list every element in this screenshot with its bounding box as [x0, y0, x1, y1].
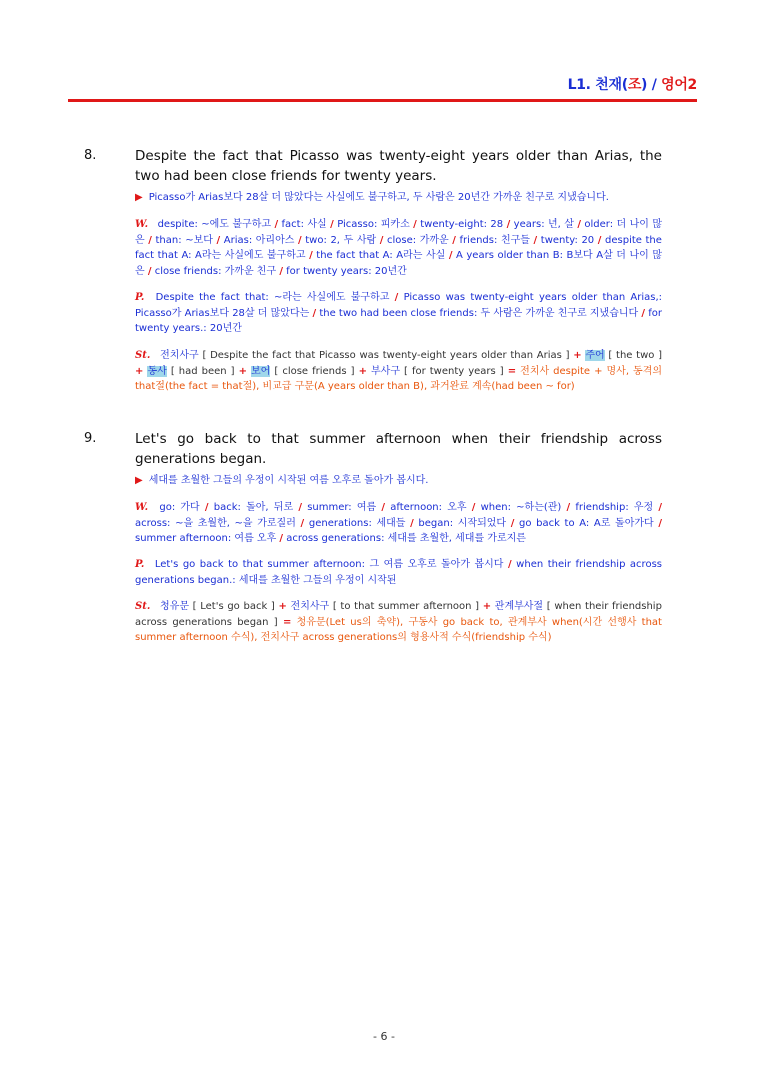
word-item: than: ~보다	[155, 234, 213, 246]
st-label: 부사구	[371, 365, 400, 377]
header-course: L1. 천재(	[567, 77, 628, 93]
word-item: across generations: 세대를 초월한, 세대를 가로지른	[286, 533, 526, 544]
st-label: 보어	[251, 365, 271, 377]
word-item: summer: 여름	[307, 502, 377, 513]
word-item: close friends: 가까운 친구	[154, 265, 277, 277]
st-chunk: [ close friends ]	[274, 365, 355, 377]
page-number: - 6 -	[373, 1030, 395, 1043]
question-sentence: Let's go back to that summer afternoon when their friendship across generations began.	[135, 431, 662, 467]
translation-text: Picasso가 Arias보다 28살 더 많았다는 사실에도 불구하고, 두 사람은 20년간 가까운 친구로 지냈습니다.	[148, 192, 609, 203]
word-item: when: ~하는(관)	[480, 502, 562, 513]
phrase-item: Despite the fact that: ~라는 사실에도 불구하고	[155, 292, 390, 303]
word-item: two: 2, 두 사람	[305, 234, 377, 246]
word-item: friends: 친구들	[459, 234, 530, 246]
word-item: years: 년, 살	[513, 219, 574, 230]
st-chunk: [ when their friendship across generations began ]	[135, 601, 662, 628]
question-number: 9.	[84, 431, 97, 446]
word-item: go: 가다	[159, 502, 200, 513]
word-item: back: 돌아, 뒤로	[213, 502, 294, 513]
triangle-bullet-icon: ▶	[135, 192, 143, 203]
phrases-tag: P.	[135, 292, 145, 303]
question-sentence: Despite the fact that Picasso was twenty-eight years older than Arias, the two had been close friends for twenty years.	[135, 148, 662, 184]
structure-tag: St.	[135, 350, 151, 361]
st-explanation: 청유문(Let us의 축약), 구동사 go back to, 관계부사 when(시간 선행사 that summer afternoon 수식), 전치사구 across generations의 형용사적 수식(friendship 수식)	[135, 616, 662, 643]
word-item: older: 더 나이 많은	[135, 219, 662, 246]
header-author: 조	[627, 77, 642, 93]
st-label: 청유문	[160, 601, 189, 612]
translation-text: 세대를 초월한 그들의 우정이 시작된 여름 오후로 돌아가 봅시다.	[148, 475, 429, 486]
st-label: 주어	[585, 350, 605, 361]
st-chunk: [ for twenty years ]	[404, 365, 504, 377]
header-subject: 영어2	[661, 77, 697, 93]
header-sep: ) /	[641, 77, 662, 93]
translation	[135, 190, 662, 206]
st-chunk: [ Despite the fact that Picasso was twenty-eight years older than Arias ]	[202, 350, 570, 361]
word-item: summer afternoon: 여름 오후	[135, 533, 277, 544]
word-item: close: 가까운	[386, 234, 449, 246]
phrase-item: Picasso was twenty-eight years older than Arias,: Picasso가 Arias보다 28살 더 많았다는	[135, 292, 663, 319]
triangle-bullet-icon: ▶	[135, 475, 143, 486]
phrases-tag: P.	[135, 559, 145, 570]
word-item: A years older than B: B보다 A살 더 나이 많은	[135, 250, 662, 277]
word-list: W. go: 가다 / back: 돌아, 뒤로 / summer: 여름 / afternoon: 오후 / when: ~하는(관) / friendship: 우정 / across: ~을 초월한, ~을 가로질러 / generations: 세대들 / began: 시작되었다 / go back to A: A로 돌아가다 / summer afternoon: 여름 오후 / across generations: 세대를 초월한, 세대를 가로지른	[135, 502, 663, 544]
st-chunk: [ Let's go back ]	[192, 601, 275, 612]
words-tag: W.	[135, 502, 149, 513]
st-label: 전치사구	[290, 601, 330, 612]
structure-analysis: St. 전치사구 [ Despite the fact that Picasso was twenty-eight years older than Arias ] + 주어 [ the two ] + 동사 [ had been ] + 보어 [ close friends ] + 부사구 [ for twenty years ] = 전치사 despite + 명사, 동격의 that절(the fact = that절), 비교급 구문(A years older than B), 과거완료 계속(had been ~ for)	[135, 350, 663, 392]
phrase-item: for twenty years.: 20년간	[135, 307, 662, 334]
word-item: Picasso: 피카소	[337, 219, 410, 230]
st-explanation: 전치사 despite + 명사, 동격의 that절(the fact = that절), 비교급 구문(A years older than B), 과거완료 계속(had been ~ for)	[135, 365, 663, 392]
st-label: 관계부사절	[494, 601, 544, 612]
st-label: 동사	[147, 365, 167, 377]
structure-analysis: St. 청유문 [ Let's go back ] + 전치사구 [ to that summer afternoon ] + 관계부사절 [ when their friendship across generations began ] = 청유문(Let us의 축약), 구동사 go back to, 관계부사 when(시간 선행사 that summer afternoon 수식), 전치사구 across generations의 형용사적 수식(friendship 수식)	[135, 601, 662, 643]
word-item: despite: ~에도 불구하고	[157, 219, 272, 230]
word-item: the fact that A: A라는 사실	[316, 250, 446, 261]
word-item: Arias: 아리아스	[223, 234, 295, 246]
document-header	[560, 74, 697, 94]
st-chunk: [ to that summer afternoon ]	[332, 601, 480, 612]
word-item: twenty-eight: 28	[420, 219, 504, 230]
st-chunk: [ the two ]	[608, 350, 663, 361]
word-item: go back to A: A로 돌아가다	[519, 517, 654, 529]
phrase-item: Let's go back to that summer afternoon: 그 여름 오후로 돌아가 봅시다	[154, 559, 504, 570]
word-item: across: ~을 초월한, ~을 가로질러	[135, 517, 296, 529]
st-label: 전치사구	[160, 350, 199, 361]
word-item: friendship: 우정	[575, 502, 654, 513]
phrase-item: when their friendship across generations began.: 세대를 초월한 그들의 우정이 시작된	[135, 559, 662, 586]
word-item: afternoon: 오후	[390, 502, 467, 513]
word-item: despite the fact that A: A라는 사실에도 불구하고	[135, 234, 662, 261]
header-divider	[68, 99, 697, 102]
word-item: twenty: 20	[540, 234, 595, 246]
translation	[135, 473, 662, 489]
phrase-list: P. Despite the fact that: ~라는 사실에도 불구하고 / Picasso was twenty-eight years older than Arias,: Picasso가 Arias보다 28살 더 많았다는 / the two had been close friends: 두 사람은 가까운 친구로 지냈습니다 / for twenty years.: 20년간	[135, 292, 663, 334]
word-item: began: 시작되었다	[418, 517, 507, 529]
question-number: 8.	[84, 148, 97, 163]
st-chunk: [ had been ]	[170, 365, 235, 377]
phrase-list: P. Let's go back to that summer afternoon: 그 여름 오후로 돌아가 봅시다 / when their friendship across generations began.: 세대를 초월한 그들의 우정이 시작된	[135, 559, 662, 586]
words-tag: W.	[135, 219, 149, 230]
word-list: W. despite: ~에도 불구하고 / fact: 사실 / Picasso: 피카소 / twenty-eight: 28 / years: 년, 살 / older: 더 나이 많은 / than: ~보다 / Arias: 아리아스 / two: 2, 두 사람 / close: 가까운 / friends: 친구들 / twenty: 20 / despite the fact that A: A라는 사실에도 불구하고 / the fact that A: A라는 사실 / A years older than B: B보다 A살 더 나이 많은 / close friends: 가까운 친구 / for twenty years: 20년간	[135, 219, 662, 277]
word-item: fact: 사실	[281, 219, 327, 230]
structure-tag: St.	[135, 601, 151, 612]
phrase-item: the two had been close friends: 두 사람은 가까운 친구로 지냈습니다	[319, 307, 639, 319]
word-item: generations: 세대들	[308, 517, 406, 529]
word-item: for twenty years: 20년간	[286, 265, 407, 277]
